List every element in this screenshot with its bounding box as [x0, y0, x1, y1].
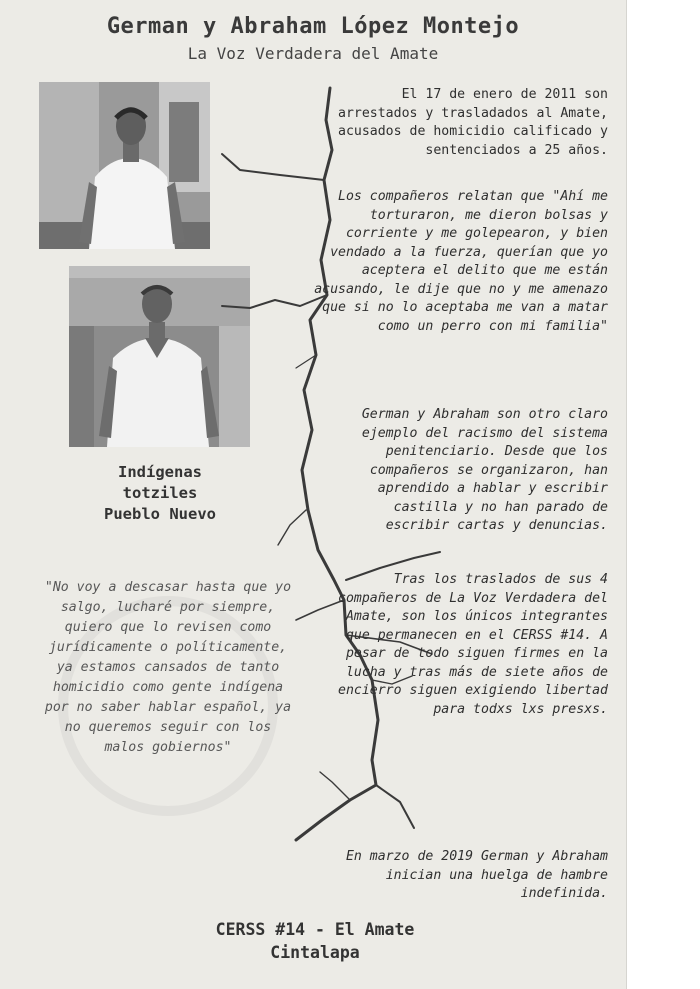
page-subtitle: La Voz Verdadera del Amate [187, 44, 439, 63]
footer-line-2: Cintalapa [270, 943, 360, 962]
footer-location [150, 918, 480, 964]
paragraph-racism: German y Abraham son otro claro ejemplo del racismo del sistema penitenciario. Desde que los compañeros se organizaron, han aprendido a hablar y escribir castilla y no han parado de escribir cartas y denuncias. [361, 407, 608, 533]
person-photo-1-image [39, 82, 210, 249]
paragraph-hunger-strike: En marzo de 2019 German y Abraham inician una huelga de hambre indefinida. [345, 849, 608, 901]
paragraph-transfers: Tras los traslados de sus 4 compañeros de La Voz Verdadera del Amate, son los únicos integrantes que permanecen en el CERSS #14. A pesar de todo siguen firmes en la lucha y tras más de siete años de encierro siguen exigiendo libertad para todxs lxs presxs. [338, 572, 608, 717]
page-title: German y Abraham López Montejo [106, 14, 520, 39]
paragraph-testimony: Los compañeros relatan que "Ahí me torturaron, me dieron bolsas y corriente y me golepearon, y bien vendado a la fuerza, querían que yo aceptera el delito que me están acusando, le dije que no y me amenazo que si no lo aceptaba me van a matar como un perro con mi familia" [314, 189, 608, 334]
caption-line-2: totziles [122, 484, 198, 502]
caption-line-1: Indígenas [118, 463, 202, 481]
paragraph-arrest: El 17 de enero de 2011 son arrestados y trasladados al Amate, acusados de homicidio calificado y sentenciados a 25 años. [338, 87, 608, 158]
footer-line-1: CERSS #14 - El Amate [215, 920, 415, 939]
caption-line-3: Pueblo Nuevo [104, 505, 216, 523]
quote-block: "No voy a descasar hasta que yo salgo, lucharé por siempre, quiero que lo revisen como jurídicamente o políticamente, ya estamos cansados de tanto homicidio como gente indígena por no saber hablar español, ya no queremos seguir con los malos gobiernos" [44, 580, 292, 755]
person-photo-1 [39, 82, 210, 249]
